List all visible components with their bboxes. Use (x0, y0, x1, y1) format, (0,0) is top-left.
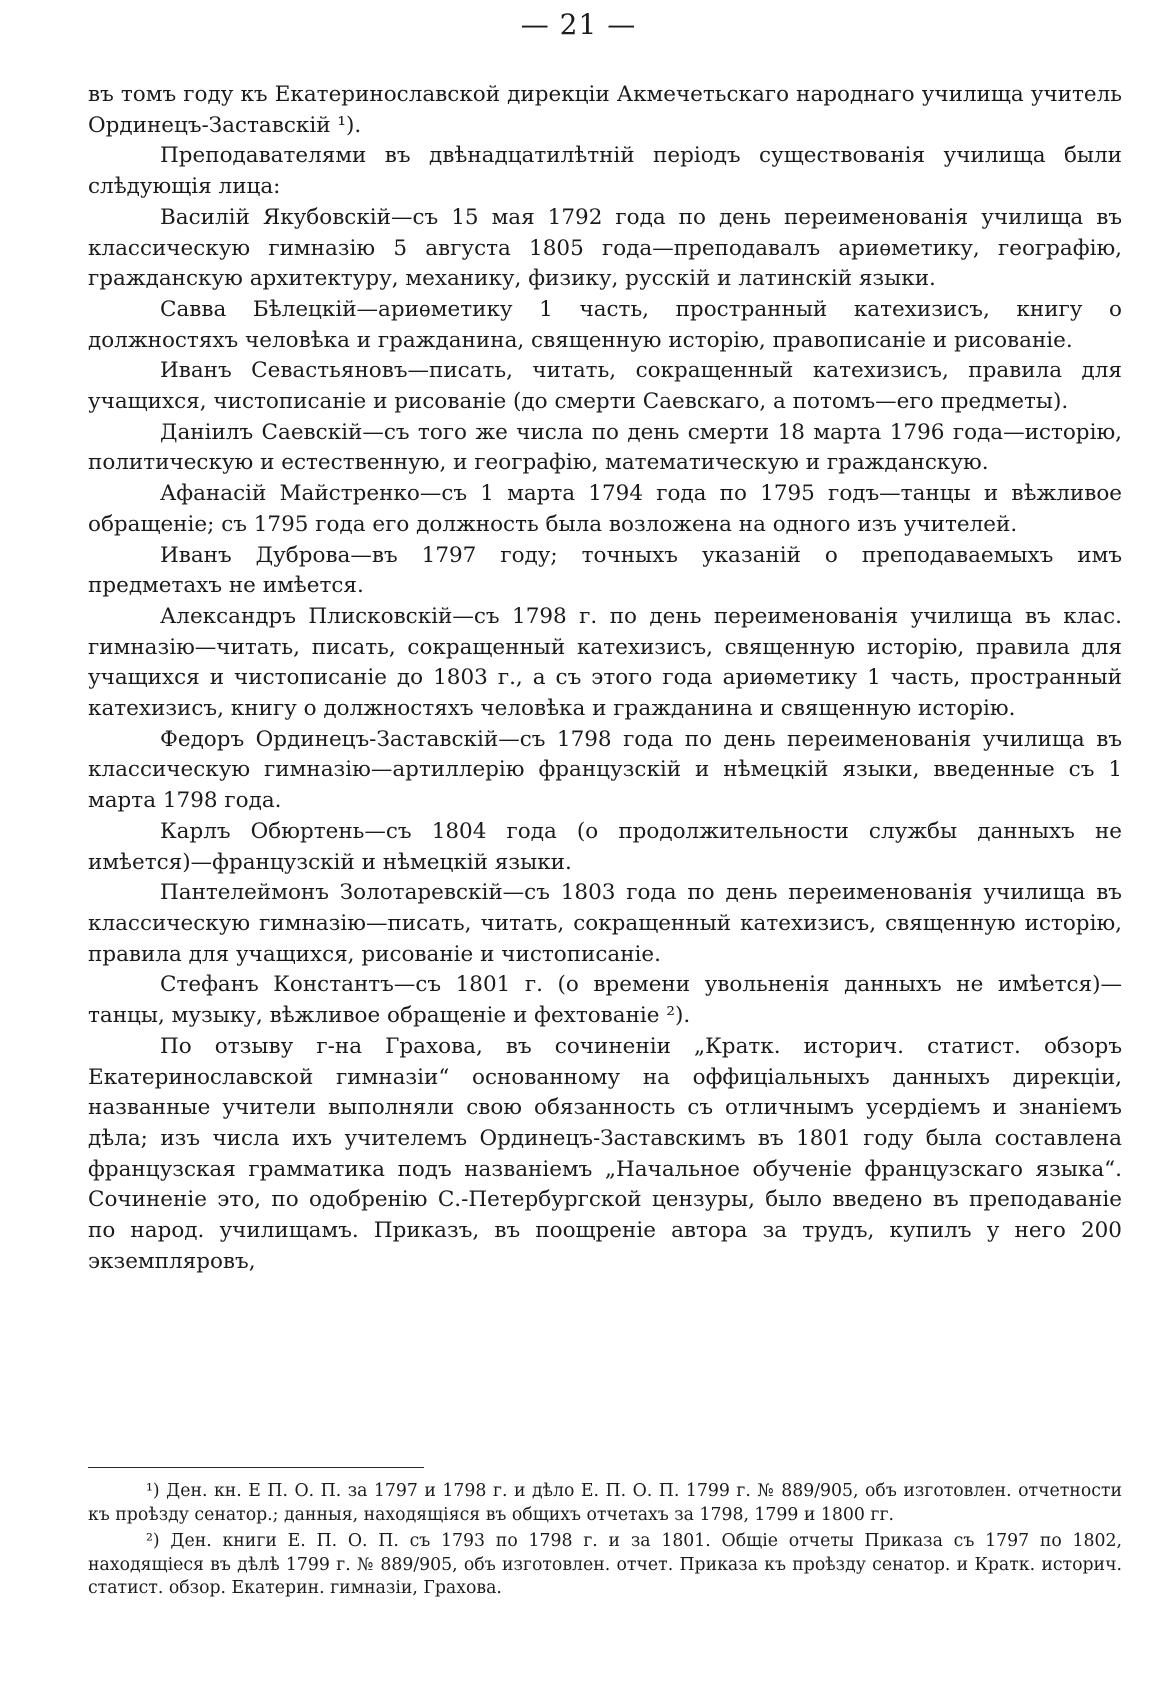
paragraph: Иванъ Севастьяновъ—писать, читать, сокращенный катехизисъ, правила для учащихся, чистописаніе и рисованіе (до смерти Саевскаго, а потомъ—его предметы). (88, 358, 1122, 415)
page-number: — 21 — (520, 8, 637, 41)
footnotes (88, 1480, 1122, 1604)
paragraph: Василій Якубовскій—съ 15 мая 1792 года по день переименованія училища въ классическую гимназію 5 августа 1805 года—преподавалъ ариѳметику, географію, гражданскую архитектуру, механику, физику, русскій и латинскій языки. (88, 204, 1122, 292)
footnote-separator (88, 1467, 424, 1468)
paragraph: Даніилъ Саевскій—съ того же числа по день смерти 18 марта 1796 года—исторію, политическую и естественную, и географію, математическую и гражданскую. (88, 419, 1122, 476)
paragraph: Пантелеймонъ Золотаревскій—съ 1803 года по день переименованія училища въ классическую гимназію—писать, читать, сокращенный катехизисъ, священную исторію, правила для учащихся, рисованіе и чистописаніе. (88, 880, 1122, 967)
paragraph: Федоръ Ординецъ-Заставскій—съ 1798 года по день переименованія училища въ классическую гимназію—артиллерію французскій и нѣмецкій языки, введенные съ 1 марта 1798 года. (88, 726, 1122, 814)
paragraph: По отзыву г-на Грахова, въ сочиненіи „Кратк. историч. статист. обзоръ Екатеринославской гимназіи“ основанному на оффиціальныхъ данныхъ дирекціи, названные учители выполняли свою обязанность съ отличнымъ усердіемъ и знаніемъ дѣла; изъ числа ихъ учителемъ Ординецъ-Заставскимъ въ 1801 году была составлена французская грамматика подъ названіемъ „Начальное обученіе французскаго языка“. Сочиненіе это, по одобренію С.-Петербургской цензуры, было введено въ преподаваніе по народ. училищамъ. Приказъ, въ поощреніе автора за трудъ, купилъ у него 200 экземпляровъ, (88, 1033, 1122, 1274)
paragraph: въ томъ году къ Екатеринославской дирекціи Акмечетьскаго народнаго училища учитель Ординецъ-Заставскій ¹). (88, 82, 1122, 138)
paragraph: Преподавателями въ двѣнадцатилѣтній періодъ существованія училища были слѣдующія лица: (88, 143, 1122, 200)
paragraph: Стефанъ Константъ—съ 1801 г. (о времени увольненія данныхъ не имѣется)—танцы, музыку, вѣжливое обращеніе и фехтованіе ²). (88, 972, 1122, 1029)
paragraph: Карлъ Обюртень—съ 1804 года (о продолжительности службы данныхъ не имѣется)—французскій и нѣмецкій языки. (88, 818, 1122, 875)
paragraph: Савва Бѣлецкій—ариѳметику 1 часть, пространный катехизисъ, книгу о должностяхъ человѣка и гражданина, священную исторію, правописаніе и рисованіе. (88, 296, 1122, 353)
paragraph: Александръ Плисковскій—съ 1798 г. по день переименованія училища въ клас. гимназію—читать, писать, сокращенный катехизисъ, священную исторію, правила для учащихся и чистописаніе до 1803 г., а съ этого года ариѳметику 1 часть, пространный катехизисъ, книгу о должностяхъ человѣка и гражданина и священную исторію. (88, 603, 1122, 722)
paragraph: Иванъ Дуброва—въ 1797 году; точныхъ указаній о преподаваемыхъ имъ предметахъ не имѣется. (88, 542, 1122, 599)
footnote: ¹) Ден. кн. Е П. О. П. за 1797 и 1798 г. и дѣло Е. П. О. П. 1799 г. № 889/905, объ изготовлен. отчетности къ проѣзду сенатор.; данныя, находящіяся въ общихъ отчетахъ за 1798, 1799 и 1800 гг. (88, 1481, 1122, 1525)
main-text (88, 80, 1122, 1277)
paragraph: Афанасій Майстренко—съ 1 марта 1794 года по 1795 годъ—танцы и вѣжливое обращеніе; съ 1795 года его должность была возложена на одного изъ учителей. (88, 481, 1122, 537)
footnote: ²) Ден. книги Е. П. О. П. съ 1793 по 1798 г. и за 1801. Общіе отчеты Приказа съ 1797 по 1802, находящіеся въ дѣлѣ 1799 г. № 889/905, объ изготовлен. отчет. Приказа къ проѣзду сенатор. и Кратк. историч. статист. обзор. Екатерин. гимназіи, Грахова. (88, 1531, 1122, 1598)
